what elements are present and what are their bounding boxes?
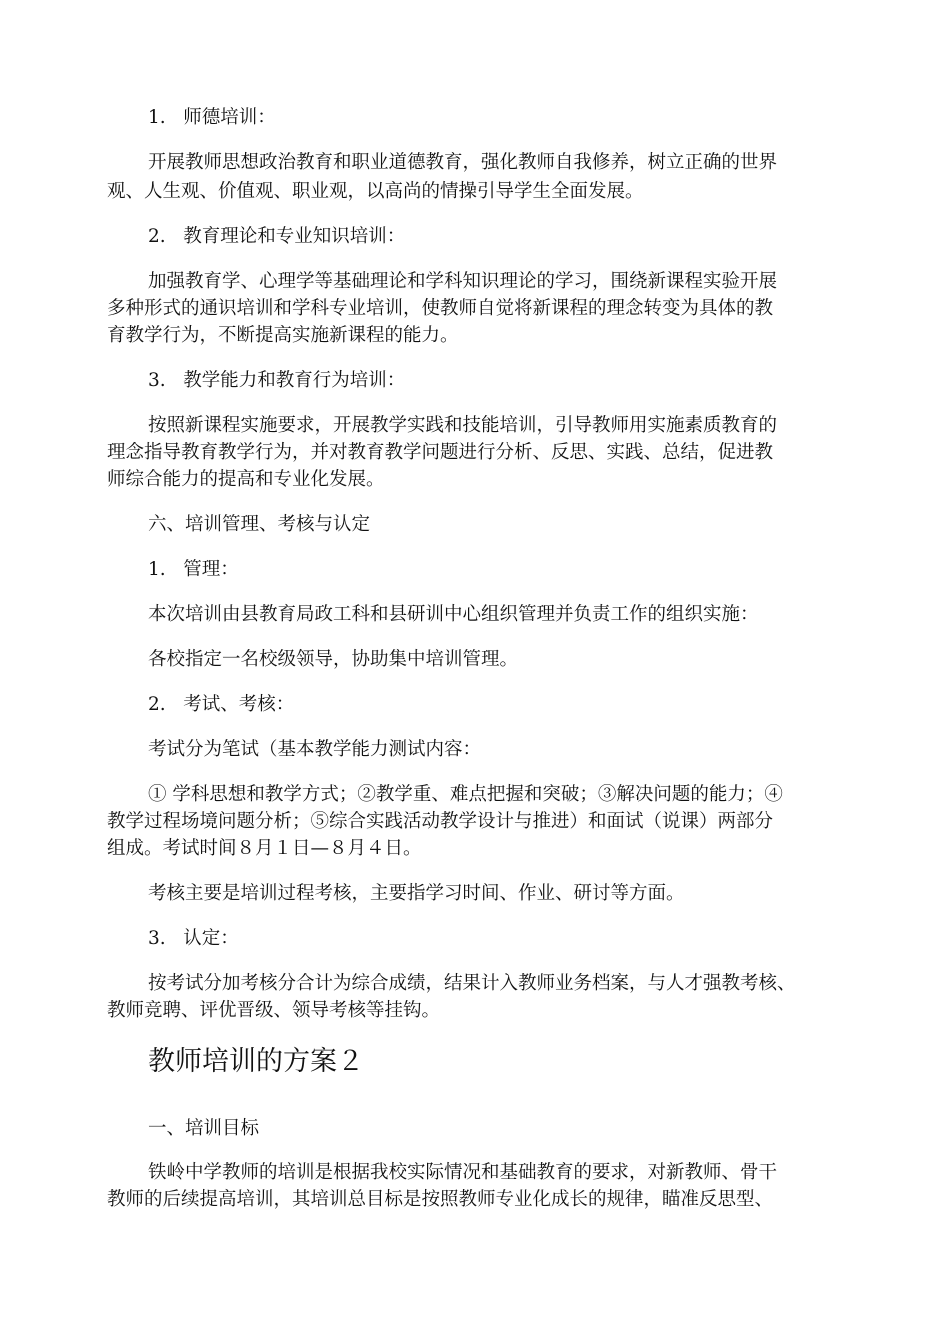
section-item-heading: 3. 教学能力和教育行为培训： xyxy=(148,370,406,391)
paragraph-line: 多种形式的通识培训和学科专业培训，使教师自觉将新课程的理念转变为具体的教 xyxy=(107,298,774,319)
section-item-heading: 1. 师德培训： xyxy=(148,107,276,128)
section-item-heading: 2. 考试、考核： xyxy=(148,694,295,715)
paragraph-line: 考核主要是培训过程考核，主要指学习时间、作业、研讨等方面。 xyxy=(148,883,685,904)
paragraph-line: ① 学科思想和教学方式；②教学重、难点把握和突破；③解决问题的能力；④ xyxy=(148,784,783,805)
paragraph-line: 按考试分加考核分合计为综合成绩，结果计入教师业务档案，与人才强教考核、 xyxy=(148,973,796,994)
paragraph-line: 本次培训由县教育局政工科和县研训中心组织管理并负责工作的组织实施： xyxy=(148,604,759,625)
paragraph-line: 按照新课程实施要求，开展教学实践和技能培训，引导教师用实施素质教育的 xyxy=(148,415,778,436)
paragraph-line: 育教学行为，不断提高实施新课程的能力。 xyxy=(107,325,459,346)
section-item-heading: 3. 认定： xyxy=(148,928,239,949)
section-item-heading: 2. 教育理论和专业知识培训： xyxy=(148,226,406,247)
section-heading: 六、培训管理、考核与认定 xyxy=(148,514,371,535)
paragraph-line: 各校指定一名校级领导，协助集中培训管理。 xyxy=(148,649,519,670)
paragraph-line: 观、人生观、价值观、职业观，以高尚的情操引导学生全面发展。 xyxy=(107,181,644,202)
paragraph-line: 教学过程场境问题分析；⑤综合实践活动教学设计与推进）和面试（说课）两部分 xyxy=(107,811,774,832)
paragraph-line: 教师的后续提高培训，其培训总目标是按照教师专业化成长的规律，瞄准反思型、 xyxy=(107,1189,774,1210)
paragraph-line: 考试分为笔试（基本教学能力测试内容： xyxy=(148,739,482,760)
paragraph-line: 开展教师思想政治教育和职业道德教育，强化教师自我修养，树立正确的世界 xyxy=(148,152,778,173)
section-heading: 一、培训目标 xyxy=(148,1118,260,1139)
document-heading: 教师培训的方案２ xyxy=(148,1046,364,1077)
section-item-heading: 1. 管理： xyxy=(148,559,239,580)
paragraph-line: 师综合能力的提高和专业化发展。 xyxy=(107,469,385,490)
paragraph-line: 教师竞聘、评优晋级、领导考核等挂钩。 xyxy=(107,1000,441,1021)
paragraph-line: 铁岭中学教师的培训是根据我校实际情况和基础教育的要求，对新教师、骨干 xyxy=(148,1162,778,1183)
paragraph-line: 加强教育学、心理学等基础理论和学科知识理论的学习，围绕新课程实验开展 xyxy=(148,271,778,292)
paragraph-line: 组成。考试时间８月１日—８月４日。 xyxy=(107,838,422,859)
paragraph-line: 理念指导教育教学行为，并对教育教学问题进行分析、反思、实践、总结，促进教 xyxy=(107,442,774,463)
